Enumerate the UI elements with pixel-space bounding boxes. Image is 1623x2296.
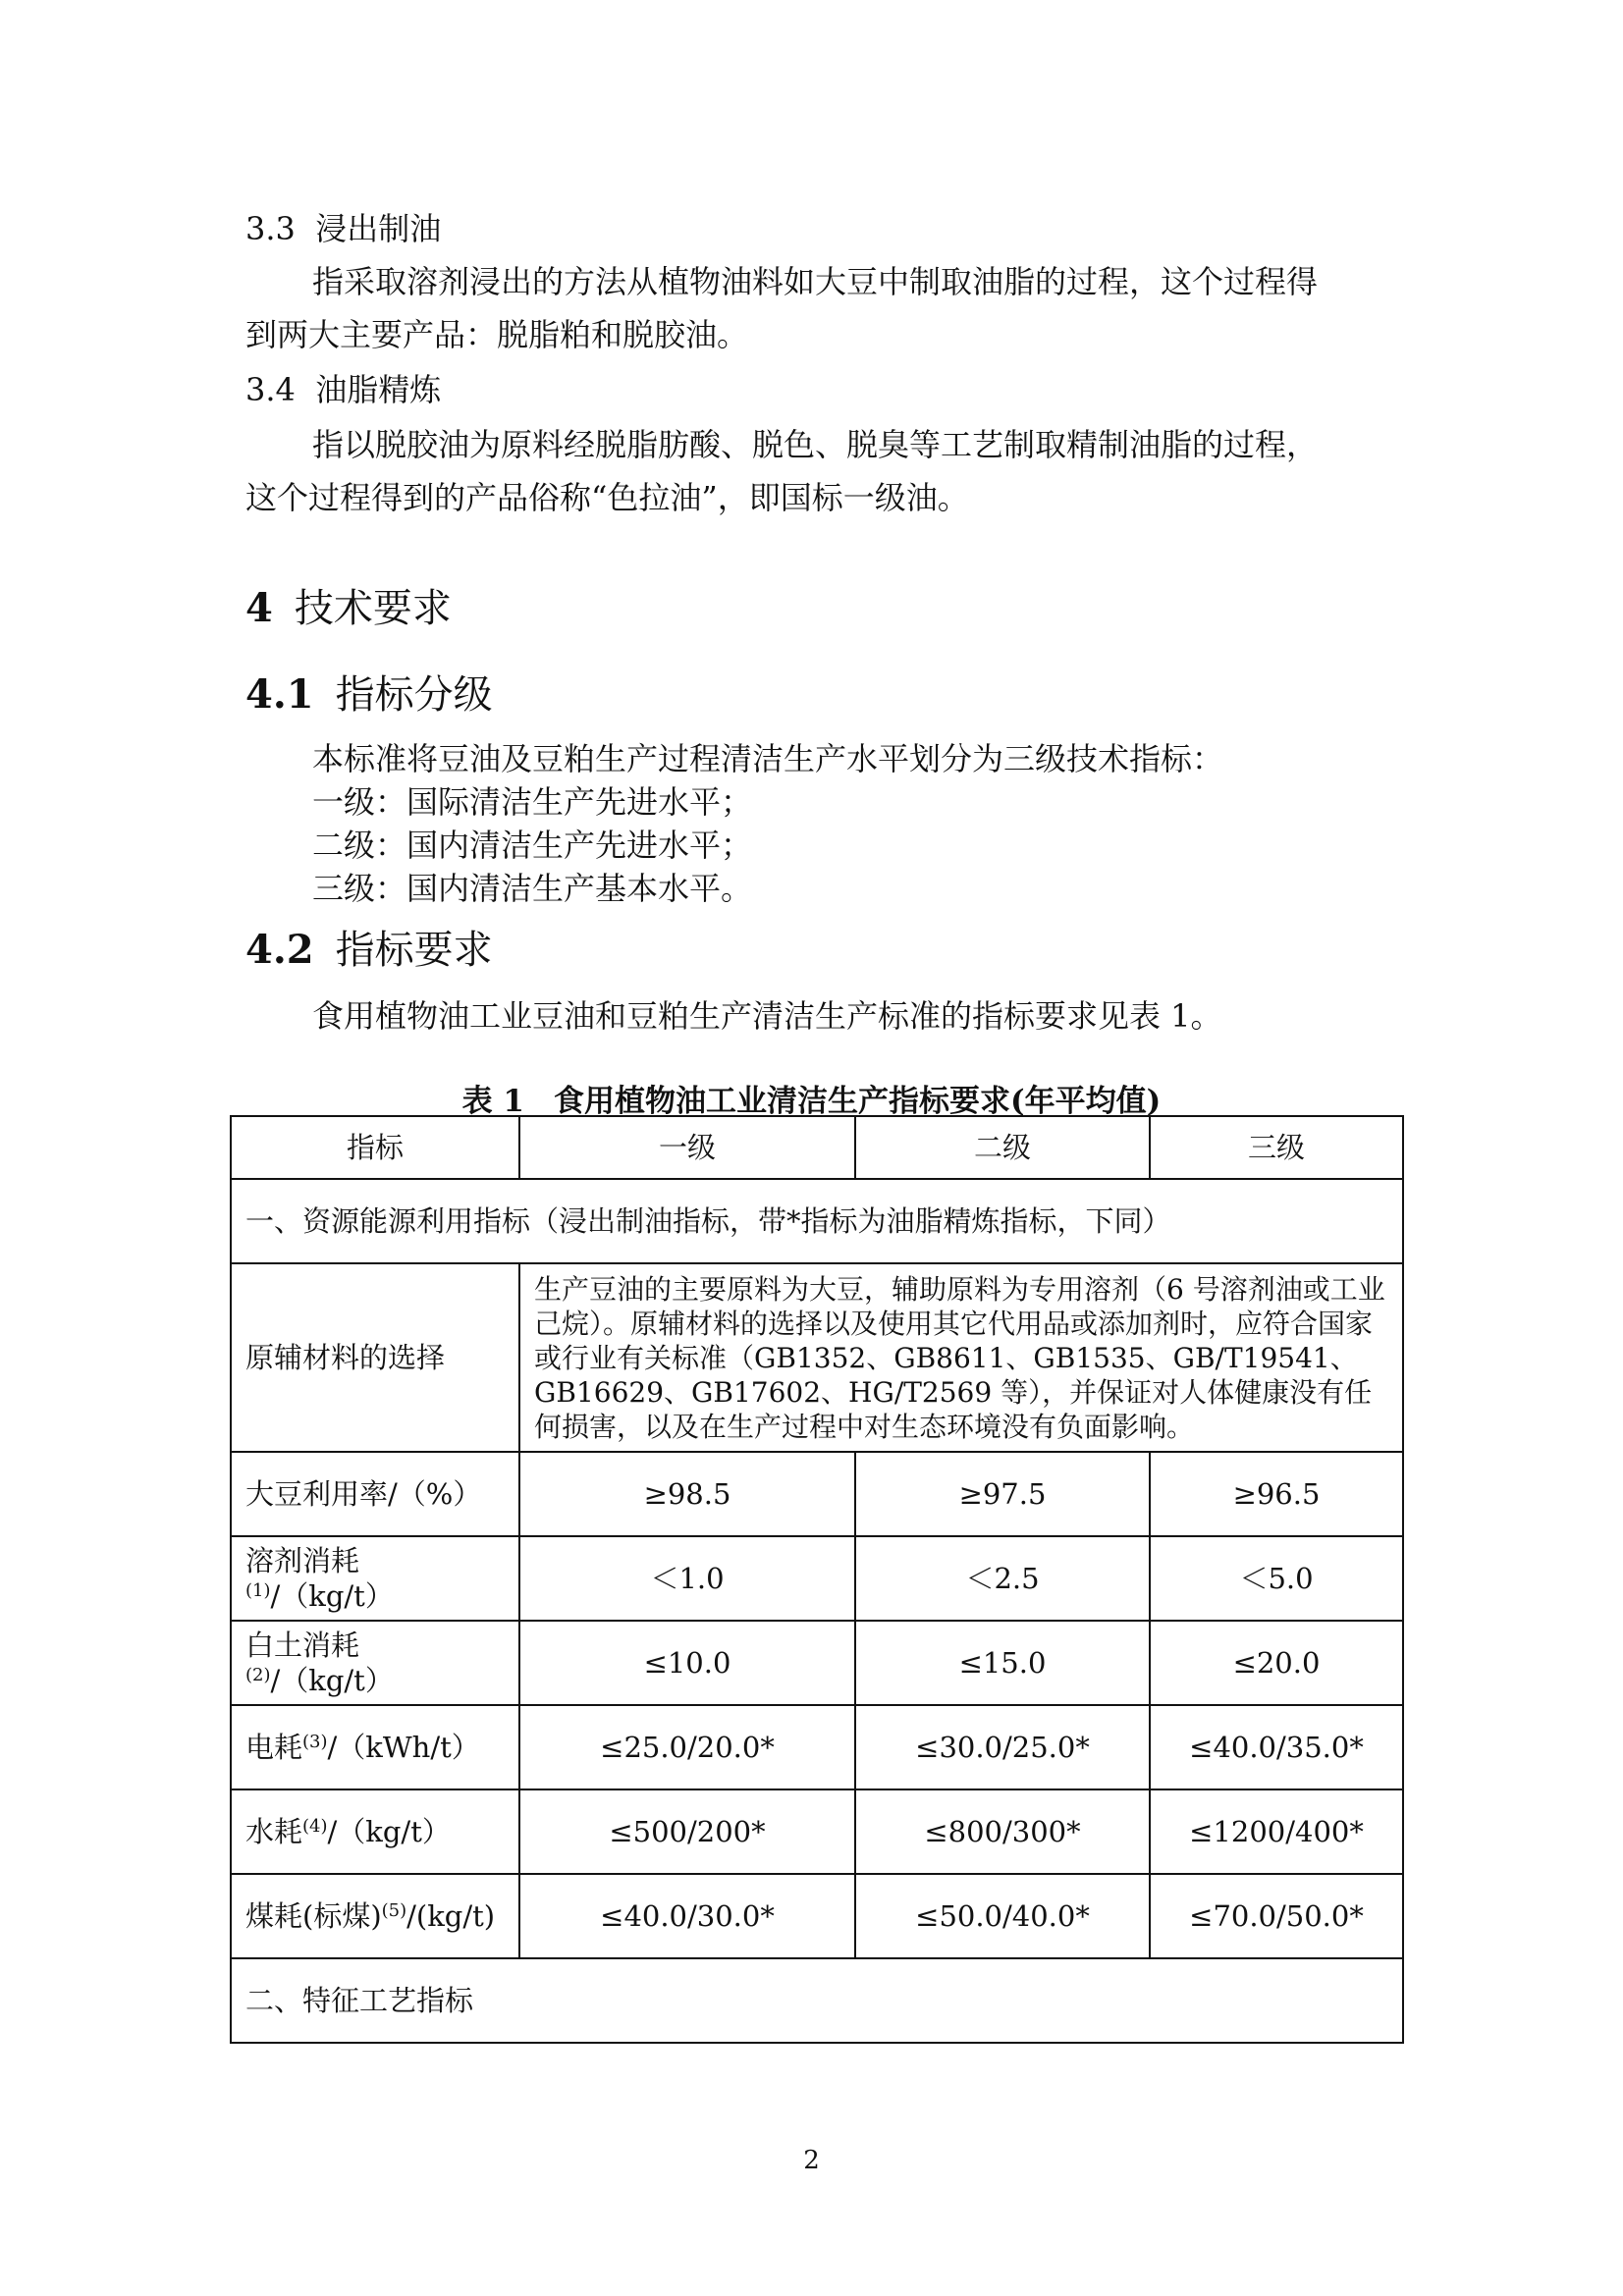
footnote-mark: (4): [302, 1815, 328, 1837]
table-row: [231, 1452, 1403, 1536]
level-2-value: ＜2.5: [855, 1536, 1150, 1621]
table-row: [231, 1263, 1403, 1452]
row-label-text: 溶剂消耗: [245, 1543, 360, 1577]
level-1-value: ≥98.5: [519, 1452, 855, 1536]
table-row: [231, 1536, 1403, 1621]
table-title: 食用植物油工业清洁生产指标要求(年平均值): [554, 1084, 1162, 1119]
row-label-text: 白土消耗: [245, 1628, 360, 1662]
chapter-4-heading: [245, 577, 452, 633]
table-header-row: [231, 1116, 1403, 1179]
footnote-mark: (1): [245, 1580, 271, 1601]
level-3-value: ≤20.0: [1150, 1621, 1403, 1705]
table-number: 表 1: [461, 1084, 525, 1119]
chapter-number: 4: [245, 585, 273, 631]
chapter-title: 技术要求: [294, 586, 452, 631]
level-3-value: ≤40.0/35.0*: [1150, 1705, 1403, 1789]
row-unit: /(kg/t): [406, 1898, 496, 1933]
level-2-value: ≤50.0/40.0*: [855, 1874, 1150, 1958]
level-2-line: 二级：国内清洁生产先进水平；: [312, 827, 753, 864]
level-2-value: ≤15.0: [855, 1621, 1150, 1705]
footnote-mark: (3): [302, 1731, 328, 1752]
table-caption: [0, 1076, 1623, 1120]
row-label-text: 大豆利用率/（%）: [245, 1476, 482, 1511]
row-label-text: 电耗: [245, 1730, 303, 1764]
row-unit: /（kg/t）: [270, 1579, 394, 1613]
row-label: [231, 1536, 519, 1621]
section-title: 浸出制油: [315, 210, 442, 247]
paragraph-line: 指采取溶剂浸出的方法从植物油料如大豆中制取油脂的过程，这个过程得: [312, 263, 1319, 300]
header-cell: 一级: [519, 1116, 855, 1179]
table-row: [231, 1705, 1403, 1789]
header-cell: 二级: [855, 1116, 1150, 1179]
table-row: [231, 1621, 1403, 1705]
level-3-value: ＜5.0: [1150, 1536, 1403, 1621]
page-number: 2: [803, 2146, 820, 2175]
row-unit: /（kWh/t）: [327, 1730, 480, 1764]
section-4-1-heading: [245, 664, 493, 720]
section-cell: 二、特征工艺指标: [231, 1958, 1403, 2043]
level-3-line: 三级：国内清洁生产基本水平。: [312, 870, 753, 907]
row-unit: /（kg/t）: [270, 1664, 394, 1697]
row-unit: /（kg/t）: [327, 1814, 451, 1848]
row-label-text: 水耗: [245, 1814, 303, 1848]
level-1-value: ≤10.0: [519, 1621, 855, 1705]
footnote-mark: (5): [381, 1899, 407, 1921]
level-2-value: ≤800/300*: [855, 1789, 1150, 1874]
paragraph-line: 食用植物油工业豆油和豆粕生产清洁生产标准的指标要求见表 1。: [312, 997, 1222, 1035]
header-cell: 三级: [1150, 1116, 1403, 1179]
section-4-2-heading: [245, 919, 493, 975]
row-label: [231, 1452, 519, 1536]
section-3-4-heading: [245, 365, 441, 410]
section-3-3-heading: [245, 204, 441, 249]
paragraph-line: 这个过程得到的产品俗称“色拉油”，即国标一级油。: [245, 479, 969, 516]
raw-material-text: 生产豆油的主要原料为大豆，辅助原料为专用溶剂（6 号溶剂油或工业己烷）。原辅材料的选择以及使用其它代用品或添加剂时，应符合国家或行业有关标准（GB1352、GB8611、GB1535、GB/T19541、GB16629、GB17602、HG/T2569 等），并保证对人体健康没有任何损害，以及在生产过程中对生态环境没有负面影响。: [519, 1263, 1403, 1452]
table-row: [231, 1874, 1403, 1958]
section-title: 指标分级: [335, 672, 493, 718]
row-label: 原辅材料的选择: [231, 1263, 519, 1452]
row-label: [231, 1789, 519, 1874]
row-label-text: 煤耗(标煤): [245, 1898, 382, 1933]
section-row: [231, 1179, 1403, 1263]
header-cell: 指标: [231, 1116, 519, 1179]
spec-table: [230, 1115, 1404, 2044]
section-number: 4.1: [245, 671, 314, 718]
level-1-line: 一级：国际清洁生产先进水平；: [312, 783, 753, 821]
level-1-value: ≤40.0/30.0*: [519, 1874, 855, 1958]
row-label: [231, 1874, 519, 1958]
paragraph-line: 本标准将豆油及豆粕生产过程清洁生产水平划分为三级技术指标：: [312, 740, 1224, 777]
paragraph-line: 指以脱胶油为原料经脱脂肪酸、脱色、脱臭等工艺制取精制油脂的过程，: [312, 426, 1319, 463]
section-number: 3.3: [245, 210, 296, 247]
section-title: 指标要求: [335, 928, 493, 973]
section-number: 3.4: [245, 371, 296, 408]
section-title: 油脂精炼: [315, 371, 442, 408]
level-1-value: ＜1.0: [519, 1536, 855, 1621]
row-label: [231, 1621, 519, 1705]
level-2-value: ≤30.0/25.0*: [855, 1705, 1150, 1789]
table-row: [231, 1789, 1403, 1874]
level-3-value: ≤1200/400*: [1150, 1789, 1403, 1874]
footnote-mark: (2): [245, 1665, 271, 1685]
section-row: [231, 1958, 1403, 2043]
level-3-value: ≥96.5: [1150, 1452, 1403, 1536]
level-3-value: ≤70.0/50.0*: [1150, 1874, 1403, 1958]
row-label: [231, 1705, 519, 1789]
paragraph-line: 到两大主要产品：脱脂粕和脱胶油。: [245, 316, 749, 353]
level-1-value: ≤25.0/20.0*: [519, 1705, 855, 1789]
level-1-value: ≤500/200*: [519, 1789, 855, 1874]
level-2-value: ≥97.5: [855, 1452, 1150, 1536]
section-cell: 一、资源能源利用指标（浸出制油指标，带*指标为油脂精炼指标，下同）: [231, 1179, 1403, 1263]
section-number: 4.2: [245, 927, 314, 973]
